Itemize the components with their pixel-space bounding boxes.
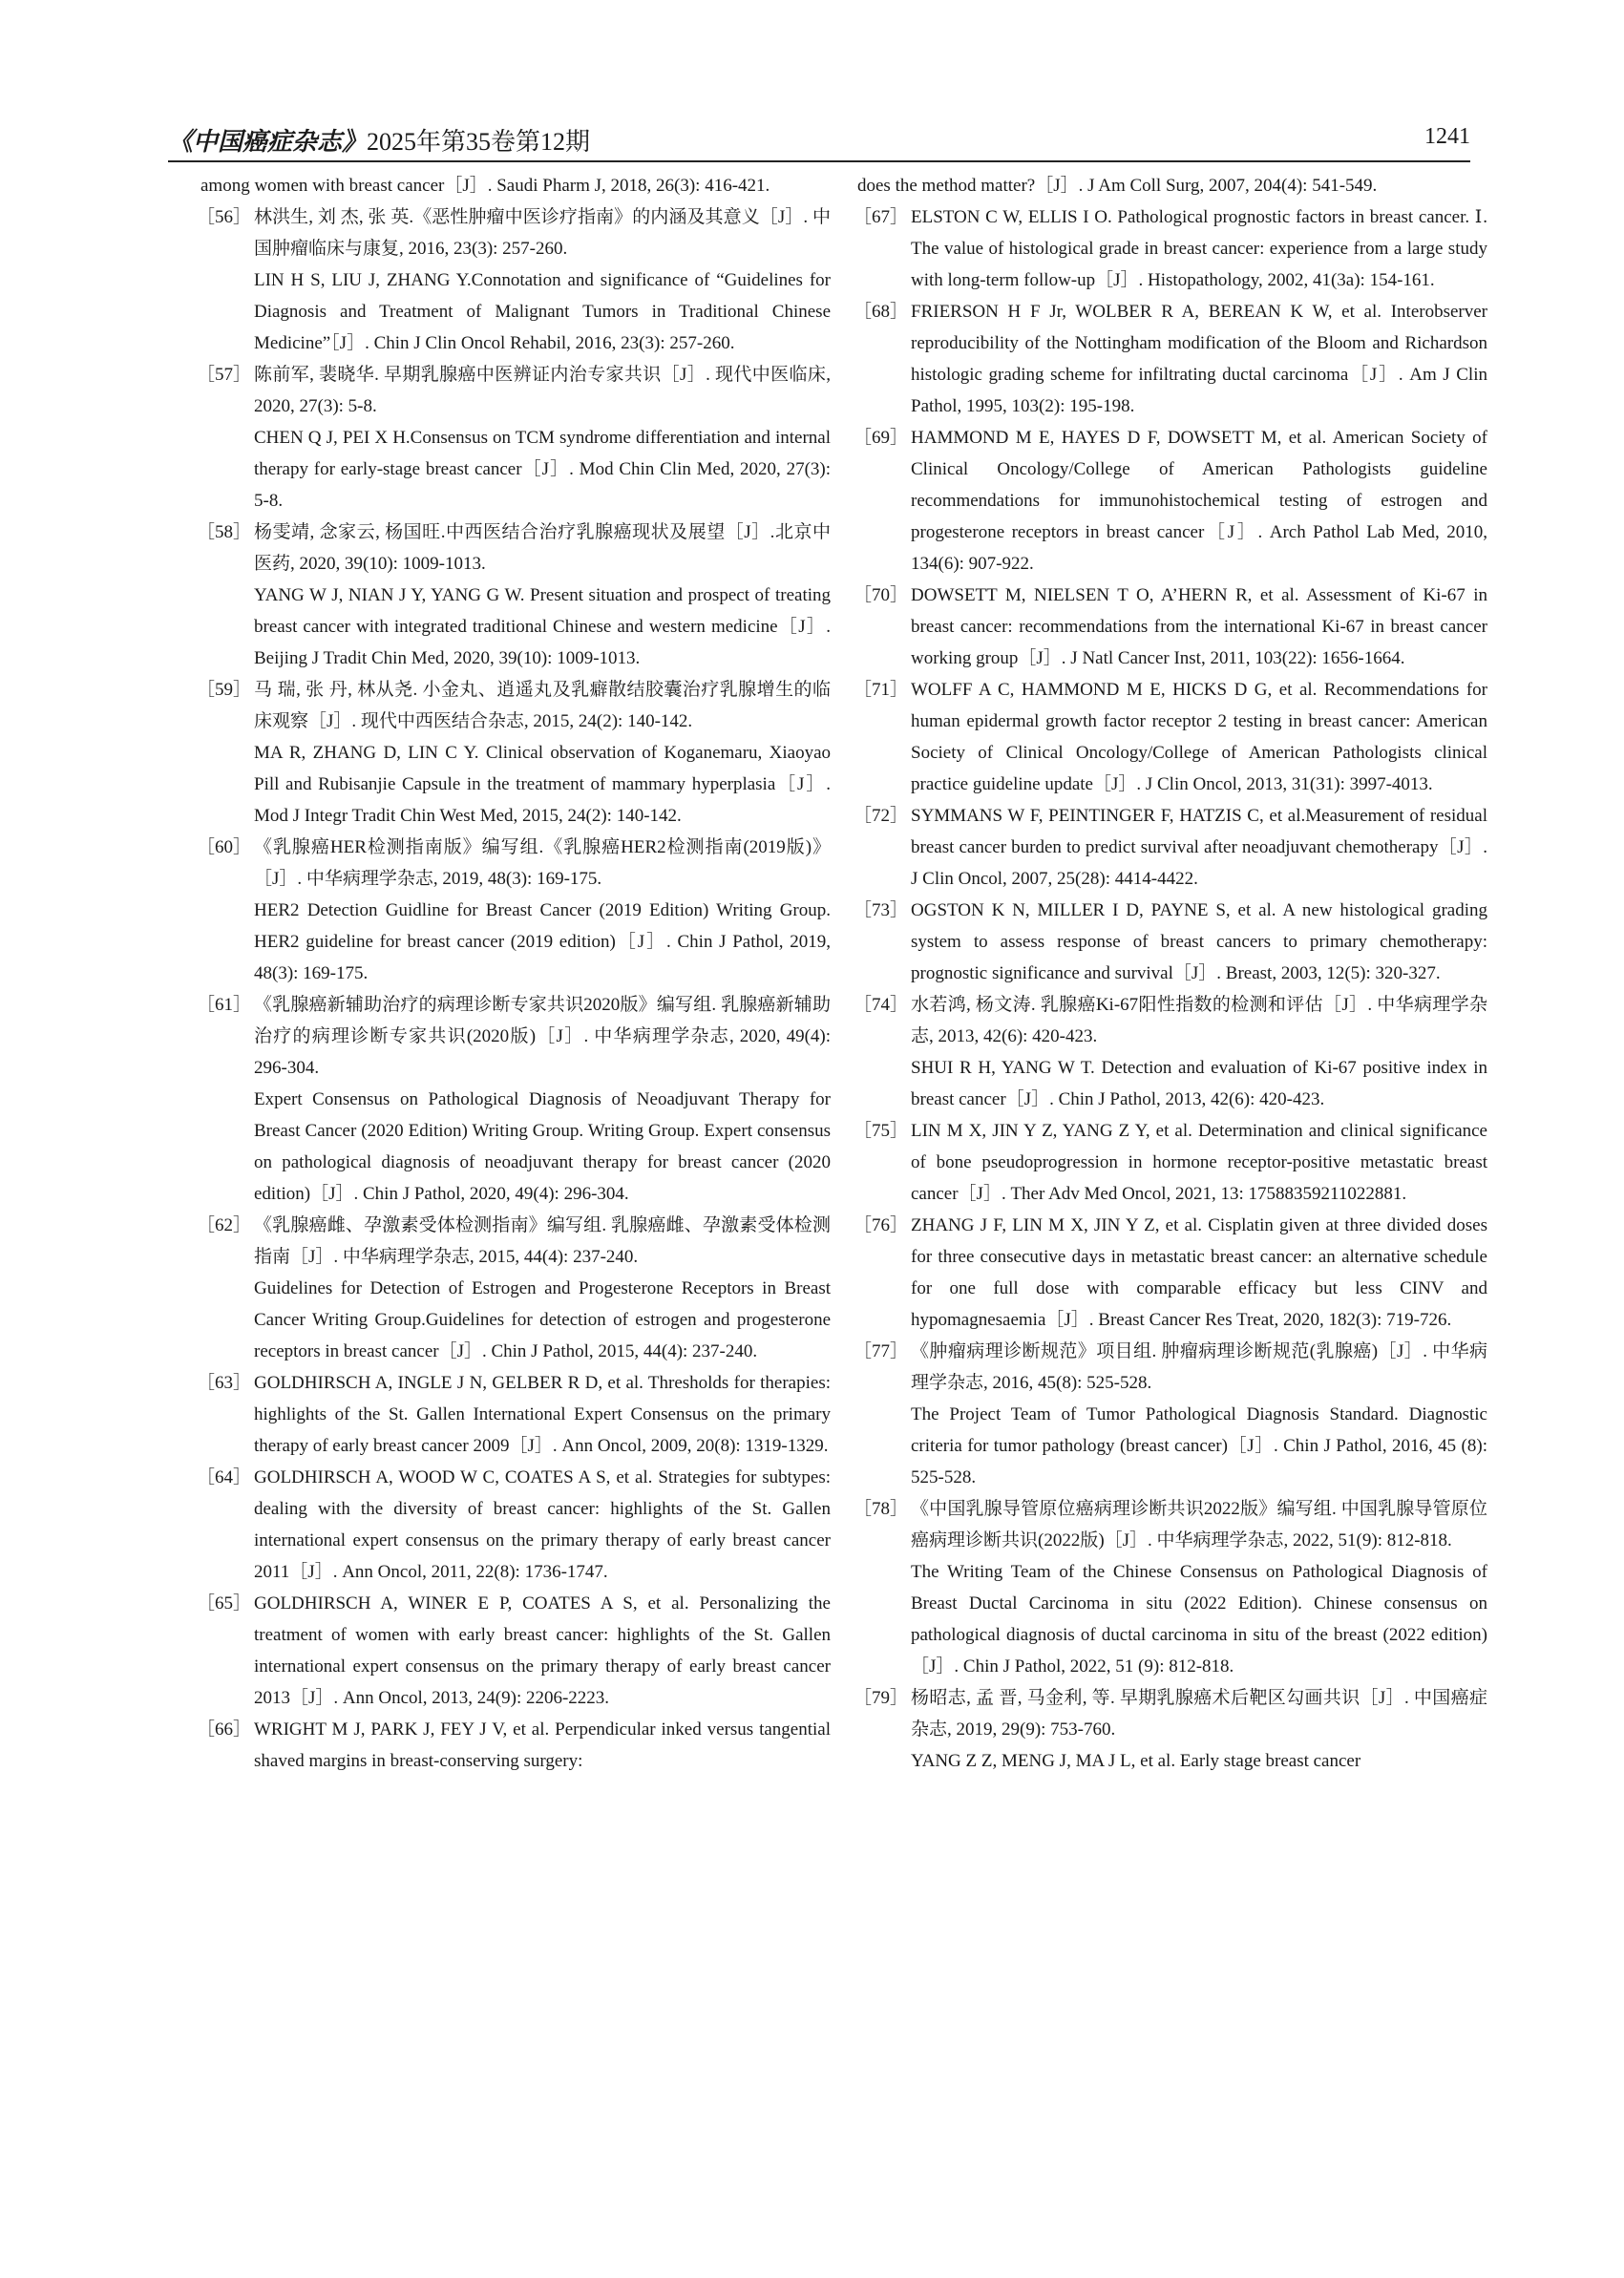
reference-text: does the method matter?［J］. J Am Coll Surg, 2007, 204(4): 541-549. xyxy=(857,176,1378,196)
reference-entry xyxy=(197,1367,831,1462)
reference-number: ［66］ xyxy=(197,1719,252,1740)
reference-text: 杨雯靖, 念家云, 杨国旺.中西医结合治疗乳腺癌现状及展望［J］.北京中医药, 2020, 39(10): 1009-1013. xyxy=(254,522,831,574)
reference-entry xyxy=(197,517,831,674)
reference-text: LIN H S, LIU J, ZHANG Y.Connotation and significance of “Guidelines for Diagnosis and Treatment of Malignant Tumors in Traditional Chinese Medicine”［J］. Chin J Clin Oncol Rehabil, 2016, 23(3): 257-260. xyxy=(254,270,831,353)
reference-number: ［59］ xyxy=(197,680,252,700)
reference-text: OGSTON K N, MILLER I D, PAYNE S, et al. A new histological grading system to assess response of breast cancers to primary chemotherapy: prognostic significance and survival［J］. Breast, 2003, 12(5): 320-327. xyxy=(911,900,1487,983)
page-number: 1241 xyxy=(1424,124,1470,149)
reference-text: HER2 Detection Guidline for Breast Cancer (2019 Edition) Writing Group. HER2 guideline for breast cancer (2019 edition)［J］. Chin J Pathol, 2019, 48(3): 169-175. xyxy=(254,900,831,983)
reference-text: Expert Consensus on Pathological Diagnosis of Neoadjuvant Therapy for Breast Cancer (2020 Edition) Writing Group. Writing Group. Expert consensus on pathological diagnosis of neoadjuvant therapy for breast cancer (2020 edition)［J］. Chin J Pathol, 2020, 49(4): 296-304. xyxy=(254,1089,831,1204)
reference-number: ［63］ xyxy=(197,1373,252,1393)
reference-entry xyxy=(854,296,1487,422)
reference-number: ［69］ xyxy=(854,428,909,448)
reference-text: 《中国乳腺导管原位癌病理诊断共识2022版》编写组. 中国乳腺导管原位癌病理诊断共识(2022版)［J］. 中华病理学杂志, 2022, 51(9): 812-818. xyxy=(911,1499,1487,1550)
reference-text: SYMMANS W F, PEINTINGER F, HATZIS C, et al.Measurement of residual breast cancer burden to predict survival after neoadjuvant chemotherapy［J］. J Clin Oncol, 2007, 25(28): 4414-4422. xyxy=(911,806,1487,889)
reference-text: SHUI R H, YANG W T. Detection and evaluation of Ki-67 positive index in breast cancer［J］. Chin J Pathol, 2013, 42(6): 420-423. xyxy=(911,1058,1487,1109)
reference-number: ［72］ xyxy=(854,806,909,826)
running-header xyxy=(168,115,1470,162)
reference-text: WRIGHT M J, PARK J, FEY J V, et al. Perpendicular inked versus tangential shaved margins in breast-conserving surgery: xyxy=(254,1719,831,1771)
reference-entry xyxy=(197,201,831,359)
reference-entry xyxy=(854,895,1487,989)
reference-text: GOLDHIRSCH A, WOOD W C, COATES A S, et al. Strategies for subtypes: dealing with the diversity of breast cancer: highlights of the St. Gallen international expert consensus on the primary therapy of early breast cancer 2011［J］. Ann Oncol, 2011, 22(8): 1736-1747. xyxy=(254,1467,831,1582)
reference-text: YANG Z Z, MENG J, MA J L, et al. Early stage breast cancer xyxy=(911,1751,1361,1771)
reference-text: ELSTON C W, ELLIS I O. Pathological prognostic factors in breast cancer. Ⅰ. The value of histological grade in breast cancer: experience from a large study with long-term follow-up［J］. Histopathology, 2002, 41(3a): 154-161. xyxy=(911,207,1487,290)
reference-entry xyxy=(197,832,831,989)
reference-entry xyxy=(854,1682,1487,1777)
reference-text: GOLDHIRSCH A, WINER E P, COATES A S, et al. Personalizing the treatment of women with early breast cancer: highlights of the St. Gallen international expert consensus on the primary therapy of early breast cancer 2013［J］. Ann Oncol, 2013, 24(9): 2206-2223. xyxy=(254,1593,831,1708)
reference-entry xyxy=(197,1714,831,1777)
reference-number: ［57］ xyxy=(197,365,252,385)
reference-text: HAMMOND M E, HAYES D F, DOWSETT M, et al. American Society of Clinical Oncology/College of American Pathologists guideline recommendations for immunohistochemical testing of estrogen and progesterone receptors in breast cancer［J］. Arch Pathol Lab Med, 2010, 134(6): 907-922. xyxy=(911,428,1487,574)
reference-number: ［71］ xyxy=(854,680,909,700)
reference-entry xyxy=(854,422,1487,580)
reference-text: The Writing Team of the Chinese Consensus on Pathological Diagnosis of Breast Ductal Carcinoma in situ (2022 Edition). Chinese consensus on pathological diagnosis of ductal carcinoma in situ of the breast (2022 edition)［J］. Chin J Pathol, 2022, 51 (9): 812-818. xyxy=(911,1562,1487,1677)
reference-number: ［62］ xyxy=(197,1215,252,1235)
reference-text: CHEN Q J, PEI X H.Consensus on TCM syndrome differentiation and internal therapy for early-stage breast cancer［J］. Mod Chin Clin Med, 2020, 27(3): 5-8. xyxy=(254,428,831,511)
reference-number: ［78］ xyxy=(854,1499,909,1519)
reference-continuation xyxy=(200,170,831,201)
reference-entry xyxy=(197,1462,831,1588)
reference-text: WOLFF A C, HAMMOND M E, HICKS D G, et al. Recommendations for human epidermal growth factor receptor 2 testing in breast cancer: American Society of Clinical Oncology/College of American Pathologists clinical practice guideline update［J］. J Clin Oncol, 2013, 31(31): 3997-4013. xyxy=(911,680,1487,794)
reference-entry xyxy=(197,1210,831,1367)
reference-number: ［64］ xyxy=(197,1467,252,1487)
journal-issue: 2025年第35卷第12期 xyxy=(367,128,591,156)
reference-number: ［60］ xyxy=(197,837,252,857)
reference-number: ［73］ xyxy=(854,900,909,920)
reference-number: ［67］ xyxy=(854,207,909,227)
reference-number: ［74］ xyxy=(854,995,909,1015)
references-right-column xyxy=(854,170,1487,1777)
reference-entry xyxy=(854,1336,1487,1493)
reference-text: 林洪生, 刘 杰, 张 英.《恶性肿瘤中医诊疗指南》的内涵及其意义［J］. 中国肿瘤临床与康复, 2016, 23(3): 257-260. xyxy=(254,207,831,259)
reference-number: ［79］ xyxy=(854,1688,909,1708)
reference-entry xyxy=(197,674,831,832)
reference-entry xyxy=(854,800,1487,895)
references-left-column xyxy=(197,170,831,1777)
reference-text: MA R, ZHANG D, LIN C Y. Clinical observation of Koganemaru, Xiaoyao Pill and Rubisanjie Capsule in the treatment of mammary hyperplasia［J］. Mod J Integr Tradit Chin West Med, 2015, 24(2): 140-142. xyxy=(254,743,831,826)
reference-entry xyxy=(197,1588,831,1714)
reference-text: DOWSETT M, NIELSEN T O, A’HERN R, et al. Assessment of Ki-67 in breast cancer: recommendations from the international Ki-67 in breast cancer working group［J］. J Natl Cancer Inst, 2011, 103(22): 1656-1664. xyxy=(911,585,1487,668)
reference-text: 《乳腺癌HER检测指南版》编写组.《乳腺癌HER2检测指南(2019版)》［J］. 中华病理学杂志, 2019, 48(3): 169-175. xyxy=(254,837,831,889)
reference-text: LIN M X, JIN Y Z, YANG Z Y, et al. Determination and clinical significance of bone pseudoprogression in hormone receptor-positive metastatic breast cancer［J］. Ther Adv Med Oncol, 2021, 13: 17588359211022881. xyxy=(911,1121,1487,1204)
reference-number: ［61］ xyxy=(197,995,252,1015)
reference-number: ［77］ xyxy=(854,1341,909,1361)
reference-number: ［75］ xyxy=(854,1121,909,1141)
reference-number: ［56］ xyxy=(197,207,252,227)
reference-number: ［58］ xyxy=(197,522,252,542)
reference-text: GOLDHIRSCH A, INGLE J N, GELBER R D, et al. Thresholds for therapies: highlights of the St. Gallen International Expert Consensus on the primary therapy of early breast cancer 2009［J］. Ann Oncol, 2009, 20(8): 1319-1329. xyxy=(254,1373,831,1456)
journal-citation xyxy=(168,122,590,158)
reference-entry xyxy=(854,201,1487,296)
reference-continuation xyxy=(857,170,1487,201)
reference-entry xyxy=(197,989,831,1210)
reference-text: 水若鸿, 杨文涛. 乳腺癌Ki-67阳性指数的检测和评估［J］. 中华病理学杂志, 2013, 42(6): 420-423. xyxy=(911,995,1487,1046)
reference-entry xyxy=(854,1115,1487,1210)
reference-text: ZHANG J F, LIN M X, JIN Y Z, et al. Cisplatin given at three divided doses for three consecutive days in metastatic breast cancer: an alternative schedule for one full dose with comparable efficacy but less CINV and hypomagnesaemia［J］. Breast Cancer Res Treat, 2020, 182(3): 719-726. xyxy=(911,1215,1487,1330)
reference-entry xyxy=(854,1493,1487,1682)
reference-text: Guidelines for Detection of Estrogen and Progesterone Receptors in Breast Cancer Writing Group.Guidelines for detection of estrogen and progesterone receptors in breast cancer［J］. Chin J Pathol, 2015, 44(4): 237-240. xyxy=(254,1278,831,1361)
reference-entry xyxy=(854,580,1487,674)
reference-text: among women with breast cancer［J］. Saudi Pharm J, 2018, 26(3): 416-421. xyxy=(200,176,770,196)
reference-number: ［76］ xyxy=(854,1215,909,1235)
reference-entry xyxy=(854,674,1487,800)
reference-entry xyxy=(197,359,831,517)
reference-text: 杨昭志, 孟 晋, 马金利, 等. 早期乳腺癌术后靶区勾画共识［J］. 中国癌症杂志, 2019, 29(9): 753-760. xyxy=(911,1688,1487,1740)
reference-number: ［65］ xyxy=(197,1593,252,1614)
reference-text: 《乳腺癌雌、孕激素受体检测指南》编写组. 乳腺癌雌、孕激素受体检测指南［J］. 中华病理学杂志, 2015, 44(4): 237-240. xyxy=(254,1215,831,1267)
reference-text: 《肿瘤病理诊断规范》项目组. 肿瘤病理诊断规范(乳腺癌)［J］. 中华病理学杂志, 2016, 45(8): 525-528. xyxy=(911,1341,1487,1393)
reference-text: 陈前军, 裴晓华. 早期乳腺癌中医辨证内治专家共识［J］. 现代中医临床, 2020, 27(3): 5-8. xyxy=(254,365,831,416)
reference-text: 马 瑞, 张 丹, 林从尧. 小金丸、逍遥丸及乳癖散结胶囊治疗乳腺增生的临床观察［J］. 现代中西医结合杂志, 2015, 24(2): 140-142. xyxy=(254,680,831,731)
reference-entry xyxy=(854,1210,1487,1336)
reference-text: YANG W J, NIAN J Y, YANG G W. Present situation and prospect of treating breast cancer with integrated traditional Chinese and western medicine［J］. Beijing J Tradit Chin Med, 2020, 39(10): 1009-1013. xyxy=(254,585,831,668)
reference-text: 《乳腺癌新辅助治疗的病理诊断专家共识2020版》编写组. 乳腺癌新辅助治疗的病理诊断专家共识(2020版)［J］. 中华病理学杂志, 2020, 49(4): 296-304. xyxy=(254,995,831,1078)
reference-number: ［70］ xyxy=(854,585,909,605)
journal-title: 《中国癌症杂志》 xyxy=(168,128,368,156)
reference-entry xyxy=(854,989,1487,1115)
reference-text: The Project Team of Tumor Pathological Diagnosis Standard. Diagnostic criteria for tumor pathology (breast cancer)［J］. Chin J Pathol, 2016, 45 (8): 525-528. xyxy=(911,1404,1487,1487)
reference-number: ［68］ xyxy=(854,302,909,322)
reference-text: FRIERSON H F Jr, WOLBER R A, BEREAN K W, et al. Interobserver reproducibility of the Nottingham modification of the Bloom and Richardson histologic grading scheme for infiltrating ductal carcinoma［J］. Am J Clin Pathol, 1995, 103(2): 195-198. xyxy=(911,302,1487,416)
